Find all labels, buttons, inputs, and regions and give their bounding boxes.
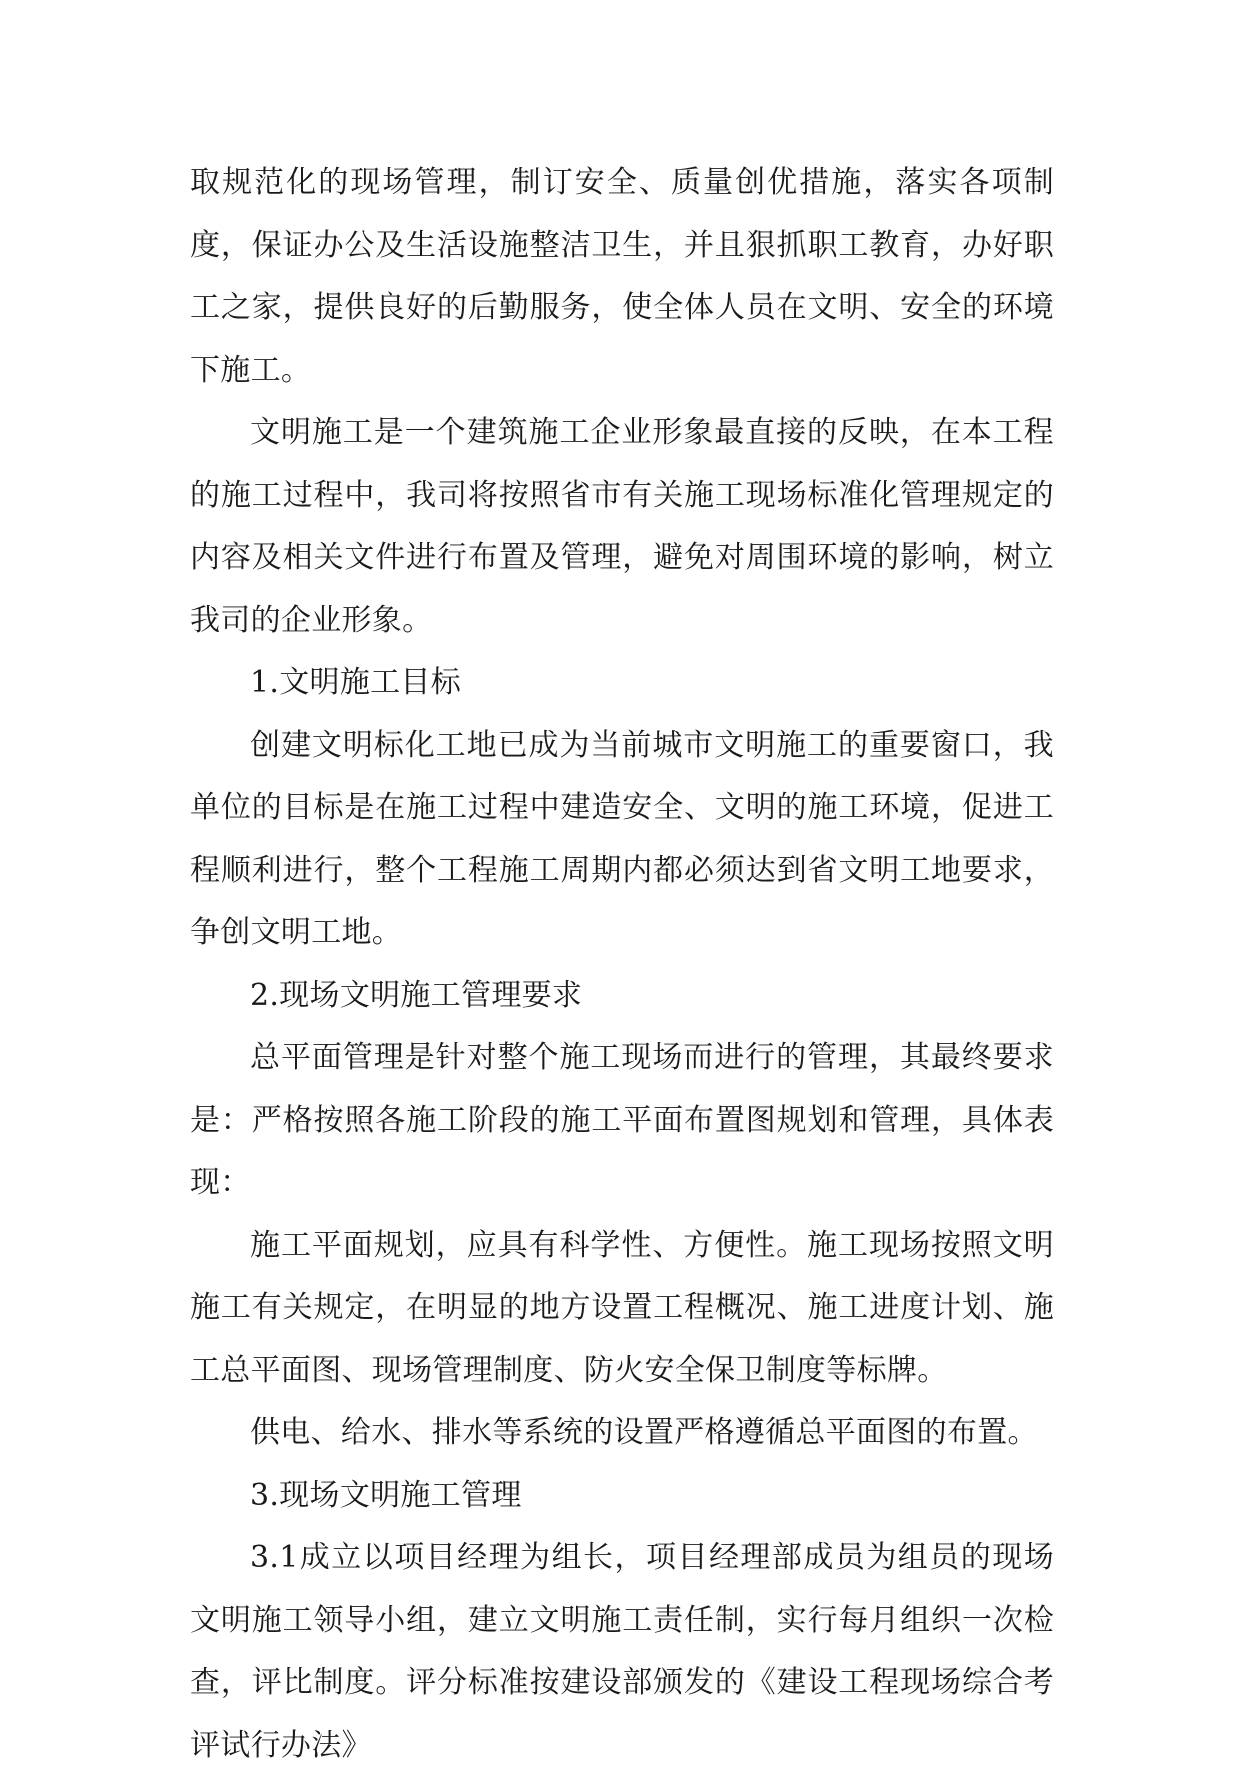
paragraph-goal: 创建文明标化工地已成为当前城市文明施工的重要窗口，我单位的目标是在施工过程中建造安全、文明的施工环境，促进工程顺利进行，整个工程施工周期内都必须达到省文明工地要求，争创文明工地。 <box>190 727 1054 950</box>
paragraph-civilized-construction-intro: 文明施工是一个建筑施工企业形象最直接的反映，在本工程的施工过程中，我司将按照省市有关施工现场标准化管理规定的内容及相关文件进行布置及管理，避免对周围环境的影响，树立我司的企业形象。 <box>190 415 1054 638</box>
section-heading-1: 1.文明施工目标 <box>250 665 462 700</box>
paragraph-leadership-group: 3.1成立以项目经理为组长，项目经理部成员为组员的现场文明施工领导小组，建立文明施工责任制，实行每月组织一次检查，评比制度。评分标准按建设部颁发的《建设工程现场综合考评试行办法》 <box>190 1540 1054 1763</box>
paragraph-continuation: 取规范化的现场管理，制订安全、质量创优措施，落实各项制度，保证办公及生活设施整洁卫生，并且狠抓职工教育，办好职工之家，提供良好的后勤服务，使全体人员在文明、安全的环境下施工。 <box>190 165 1054 388</box>
body-text <box>190 152 1054 1777</box>
section-heading-2: 2.现场文明施工管理要求 <box>250 977 583 1013</box>
paragraph-site-plan-management: 总平面管理是针对整个施工现场而进行的管理，其最终要求是：严格按照各施工阶段的施工平面布置图规划和管理，具体表现： <box>190 1040 1054 1200</box>
paragraph-site-plan-planning: 施工平面规划，应具有科学性、方便性。施工现场按照文明施工有关规定，在明显的地方设置工程概况、施工进度计划、施工总平面图、现场管理制度、防火安全保卫制度等标牌。 <box>190 1227 1054 1388</box>
section-heading-3: 3.现场文明施工管理 <box>250 1477 522 1513</box>
paragraph-utilities-layout: 供电、给水、排水等系统的设置严格遵循总平面图的布置。 <box>250 1415 1038 1450</box>
